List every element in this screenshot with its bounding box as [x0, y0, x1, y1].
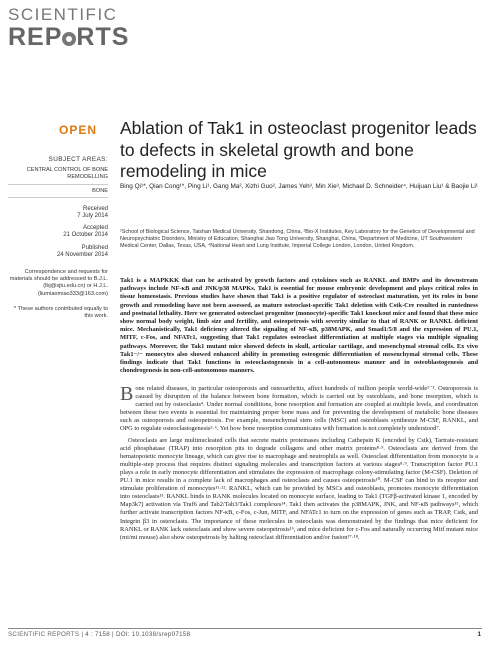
open-access-label: OPEN: [59, 123, 98, 137]
subject-areas-heading: SUBJECT AREAS:: [48, 156, 108, 163]
page-footer: [8, 631, 190, 638]
body-paragraph: [120, 385, 478, 434]
logo-rts: RTS: [76, 23, 130, 51]
body-paragraph-1-text: one related diseases, in particular osteoporosis and osteoarthritis, affect hundreds of million people world-wide¹⁻³. Osteoporosis is caused by disruption of the balance between bone formation, which is carried out by osteoblasts, and bone resorption, which is carried out by osteoclasts⁴. Under normal conditions, bone resorption and formation are coupled at multiple levels, and coordination between these two events is essential for maintaining proper bone mass and for preventing the development of metabolic bone diseases such as osteoporosis and osteopetrosis. For example, mesenchymal stem cells (MSC) and osteoblasts synthesize M-CSF, RANKL, and OPG to regulate osteoclastogenesis⁵·⁶. Yet how bone resorption communicates with formation is not completely understood⁷.: [120, 385, 478, 433]
logo-rep: REP: [8, 23, 63, 51]
logo-line-scientific: SCIENTIFIC: [8, 5, 118, 24]
affiliations: ¹School of Biological Science, Taishan Medical University, Shandong, China, ²Bio-X Institutes, Key Laboratory for the Genetics of Developmental and Neuropsychiatric Disorders, Ministry of Education, Shanghai Jiao Tong University, Shanghai, China, ³Department of Medicine, UT Southwestern Medical Center, Dallas, Texas, USA, ⁴National Heart and Lung Institute, Imperial College London, London, United Kingdom.: [120, 229, 475, 249]
published-date: 24 November 2014: [56, 251, 108, 258]
article-title: Ablation of Tak1 in osteoclast progenitor leads to defects in skeletal growth and bone remodeling in mice: [120, 118, 477, 181]
journal-logo: [8, 6, 168, 50]
author-list: Bing Qi¹*, Qian Cong¹*, Ping Li¹, Gang Ma², Xizhi Guo², James Yeh³, Min Xie³, Michael D. Schneider⁴, Huijuan Liu¹ & Baojie Li¹: [120, 183, 478, 190]
page-number: 1: [477, 631, 481, 638]
received-date: 7 July 2014: [77, 213, 108, 220]
footer-divider: [8, 628, 482, 629]
logo-o-ring-icon: [62, 32, 76, 46]
body-paragraph: Osteoclasts are large multinucleated cells that secrete matrix proteinases including Cathepsin K (encoded by Cstk), Tartrate-resistant acid phosphatase (TRAP) into resorption pits to degrade collagens and other matrix proteins⁸·⁹. Osteoclasts are derived from the hematopoietic monocyte lineage, which can give rise to macrophage and neutrophils as well. Osteoclast differentiation from monocyte is a multiple-step process that requires distinct signaling molecules and transcription factors at various stages⁸·⁹. Transcription factor PU.1 plays a role in early monocyte differentiation and stimulates the expression of macrophage colony-stimulating factor (M-CSF). Deletion of PU.1 in mice results in a complete lack of macrophages and osteoclasts and causes osteopetrosis¹⁰. M-CSF can bind to its receptor and stimulate proliferation of monocytes¹¹·¹². RANKL, which can be provided by MSCs and osteoblasts, promotes monocyte differentiation into osteoclasts¹³. RANKL binds to RANK molecules located on monocyte surface, leading to Tak1 (TGFβ-activated kinase 1, encoded by Map3k7) activation via Traf6 and Tab2/Tab3/Tak1 complexes¹⁴. Tak1 then activates the p38MAPK, JNK, and NF-κB pathways¹⁵, which further activate transcription factors NF-κB, c-Fos, c-Jun, MITF, and NFATc1 to turn on the expression of genes such as TRAP, Cstk, and Integrin β3 in osteoclasts. The importance of these molecules in osteoclasts was demonstrated by the findings that mice deficient for RANKL or RANK lack osteoclasts and show severe osteopetrosis¹⁶, and mice deficient for c-Fos and naturally occurring Mitf mutant mice (mi/mi mouse) also show osteopetrosis by halting osteoclast differentiation and/or fusion¹⁷·¹⁸.: [120, 436, 478, 541]
received-label: Received: [82, 205, 108, 212]
footer-journal: SCIENTIFIC REPORTS: [8, 631, 80, 638]
accepted-label: Accepted: [82, 225, 108, 232]
footer-citation: | 4 : 7158 | DOI: 10.1038/srep07158: [81, 631, 191, 638]
logo-line-reports: [8, 24, 168, 50]
equal-contribution-note: * These authors contributed equally to this work.: [13, 305, 108, 320]
article-sidebar: [8, 156, 108, 320]
article-dates: [8, 206, 108, 259]
drop-cap: B: [120, 383, 134, 405]
subject-area-link[interactable]: CENTRAL CONTROL OF BONE REMODELLING: [8, 167, 108, 184]
article-body: [120, 385, 478, 545]
accepted-date: 21 October 2014: [63, 232, 108, 239]
abstract: Tak1 is a MAPKKK that can be activated by growth factors and cytokines such as RANKL and BMPs and its downstream pathways include NF-κB and JNK/p38 MAPKs. Tak1 is essential for mouse embryonic development and plays critical roles in tissue homeostasis. Previous studies have shown that Tak1 is a positive regulator of osteoclast maturation, yet its roles in bone growth and remodeling have not been assessed, as mature osteoclast-specific Tak1 deletion with Cstk-Cre resulted in runtedness and postnatal lethality. Here we generated osteoclast progenitor (monocyte)-specific Tak1 knockout mice and found that these mice show normal body weight, limb size and fertility, and osteopetrosis with severity similar to that of RANK or RANKL deficient mice. Mechanistically, Tak1 deficiency altered the signaling of NF-κB, p38MAPK, and Smad1/5/8 and the expression of PU.1, MITF, c-Fos, and NFATc1, suggesting that Tak1 regulates osteoclast differentiation at multiple stages via multiple signaling pathways. Moreover, the Tak1 mutant mice showed defects in skull, articular cartilage, and mesenchymal stromal cells. Ex vivo Tak1−/− monocytes also showed enhanced ability in promoting osteogenic differentiation of mesenchymal stromal cells. These findings indicate that Tak1 functions in osteoclastogenesis in a cell-autonomous manner and in osteoblastogenesis and chondrogenesis in non-cell-autonomous manners.: [120, 277, 478, 375]
published-label: Published: [81, 244, 108, 251]
correspondence-note: Correspondence and requests for materials should be addressed to B.J.L. (lbj@sjtu.edu.cn) or H.J.L. (liumiaomiao333@163.com): [9, 269, 108, 297]
subject-area-link[interactable]: BONE: [8, 188, 108, 198]
